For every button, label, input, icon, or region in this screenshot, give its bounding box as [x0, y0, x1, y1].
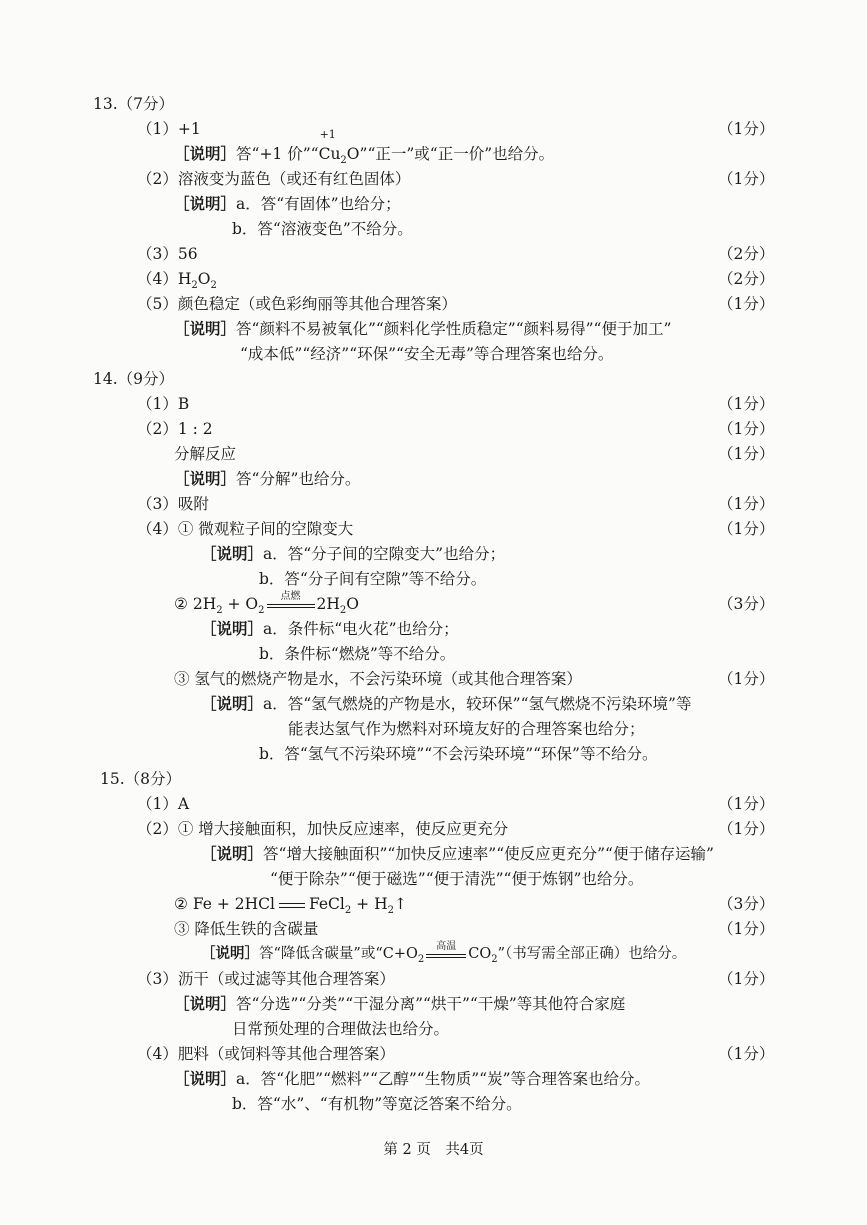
score: （3分）: [718, 595, 775, 613]
q13-part1-note: ［说明］答“+1 价”“ +1 $Cu_2O”“$正一”或“正一价”也给分。: [174, 128, 555, 167]
q15-part2-3-note: ［说明］答“降低含碳量”或“$C+O_2$ 高温 $CO_2$”（书写需全部正确）也给分。: [201, 941, 687, 965]
q14-part4-3-note-a: ［说明］a．答“氢气燃烧的产物是水，较环保”“氢气燃烧不污染环境”等: [201, 694, 692, 713]
q14-part3: （3）吸附 （1分）: [0, 492, 867, 516]
score: （1分）: [718, 820, 775, 838]
score: （1分）: [718, 495, 775, 513]
equals-sign: [279, 892, 305, 916]
q13-part5-note-2: “成本低”“经济”“环保”“安全无毒”等合理答案也给分。: [240, 345, 614, 363]
score: （1分）: [718, 120, 775, 138]
q14-part2: （2）1 : 2 （1分）: [0, 417, 867, 441]
q15-part1: （1）A （1分）: [0, 792, 867, 816]
score: （1分）: [718, 920, 775, 938]
reaction-condition: 点燃: [267, 592, 315, 616]
score: （2分）: [718, 270, 775, 288]
q14-part4-2-note-b: b．条件标“燃烧”等不给分。: [259, 645, 456, 663]
score: （1分）: [718, 445, 775, 463]
q15-part3: （3）沥干（或过滤等其他合理答案） （1分）: [0, 967, 867, 991]
score: （1分）: [718, 520, 775, 538]
oxidation-formula: +1 $Cu_2O$: [318, 128, 360, 167]
q15-part2-1: （2）① 增大接触面积，加快反应速率，使反应更充分 （1分）: [0, 817, 867, 841]
q13-header-line: [0, 92, 867, 116]
score: （1分）: [718, 1045, 775, 1063]
note-tag: ［说明］: [174, 144, 237, 163]
score: （1分）: [718, 420, 775, 438]
q15-part4-note-a: ［说明］a．答“化肥”“燃料”“乙醇”“生物质”“炭”等合理答案也给分。: [174, 1069, 650, 1088]
q14-part4-3: ③ 氢气的燃烧产物是水，不会污染环境（或其他合理答案） （1分）: [0, 667, 867, 691]
q13-part1: （1）+1 （1分）: [0, 117, 867, 141]
score: （1分）: [718, 395, 775, 413]
q14-part1: （1）B （1分）: [0, 392, 867, 416]
q13-header: 13.（7分）: [93, 95, 175, 113]
q14-part4-2-equation: ② $2H_2 + O_2$ 点燃 $2H_2O$ （3分）: [174, 591, 775, 617]
q15-part2-1-note-1: ［说明］答“增大接触面积”“加快反应速率”“使反应更充分”“便于储存运输”: [201, 844, 714, 863]
q14-part2-note: ［说明］答“分解”也给分。: [174, 469, 361, 488]
q14-part4-1-note-a: ［说明］a．答“分子间的空隙变大”也给分；: [201, 544, 506, 563]
score: （1分）: [718, 970, 775, 988]
q15-part2-2-equation: ② Fe + 2HCl FeCl$_2$ + $H_2↑$ （3分）: [0, 892, 867, 916]
q13-part2-note-a: ［说明］a．答“有固体”也给分；: [174, 194, 401, 213]
q15-part2-1-note-2: “便于除杂”“便于磁选”“便于清洗”“便于炼钢”也给分。: [270, 870, 644, 888]
q14-part2b: 分解反应 （1分）: [0, 442, 867, 466]
q13-part4: $(4)H_2O_2$ （2分）: [0, 267, 867, 291]
reaction-condition: 高温: [426, 942, 466, 966]
q13-part5: （5）颜色稳定（或色彩绚丽等其他合理答案） （1分）: [0, 292, 867, 316]
q14-part4-2-note-a: ［说明］a．条件标“电火花”也给分；: [201, 619, 459, 638]
gas-arrow-icon: ↑: [393, 895, 407, 913]
score: （1分）: [718, 670, 775, 688]
q13-part5-note-1: ［说明］答“颜料不易被氧化”“颜料化学性质稳定”“颜料易得”“便于加工”: [174, 319, 672, 338]
q13-part2: （2）溶液变为蓝色（或还有红色固体） （1分）: [0, 167, 867, 191]
q15-part4-note-b: b．答“水”、“有机物”等宽泛答案不给分。: [232, 1095, 522, 1113]
q14-part4-3-note-b: b．答“氢气不污染环境”“不会污染环境”“环保”等不给分。: [259, 745, 658, 763]
q15-part3-note-2: 日常预处理的合理做法也给分。: [232, 1020, 450, 1038]
q15-part3-note-1: ［说明］答“分选”“分类”“干湿分离”“烘干”“干燥”等其他符合家庭: [174, 994, 626, 1013]
score: （2分）: [718, 245, 775, 263]
q14-part4-1: （4）① 微观粒子间的空隙变大 （1分）: [0, 517, 867, 541]
q14-header-line: [0, 367, 867, 391]
score: （1分）: [718, 795, 775, 813]
score: （1分）: [718, 295, 775, 313]
q14-part4-1-note-b: b．答“分子间有空隙”等不给分。: [259, 570, 487, 588]
q15-header-line: [0, 767, 867, 791]
score: （3分）: [718, 895, 775, 913]
q15-part2-3: ③ 降低生铁的含碳量 （1分）: [0, 917, 867, 941]
score: （1分）: [718, 170, 775, 188]
q13-part3: （3）56 （2分）: [0, 242, 867, 266]
q15-header: 15.（8分）: [100, 770, 182, 788]
page-footer: 第 2 页 共4页: [383, 1142, 484, 1158]
q15-part4: （4）肥料（或饲料等其他合理答案） （1分）: [0, 1042, 867, 1066]
q14-part4-3-note-a2: 能表达氢气作为燃料对环境友好的合理答案也给分；: [288, 720, 645, 738]
q13-part2-note-b: b．答“溶液变色”不给分。: [232, 220, 413, 238]
q14-header: 14.（9分）: [93, 370, 175, 388]
